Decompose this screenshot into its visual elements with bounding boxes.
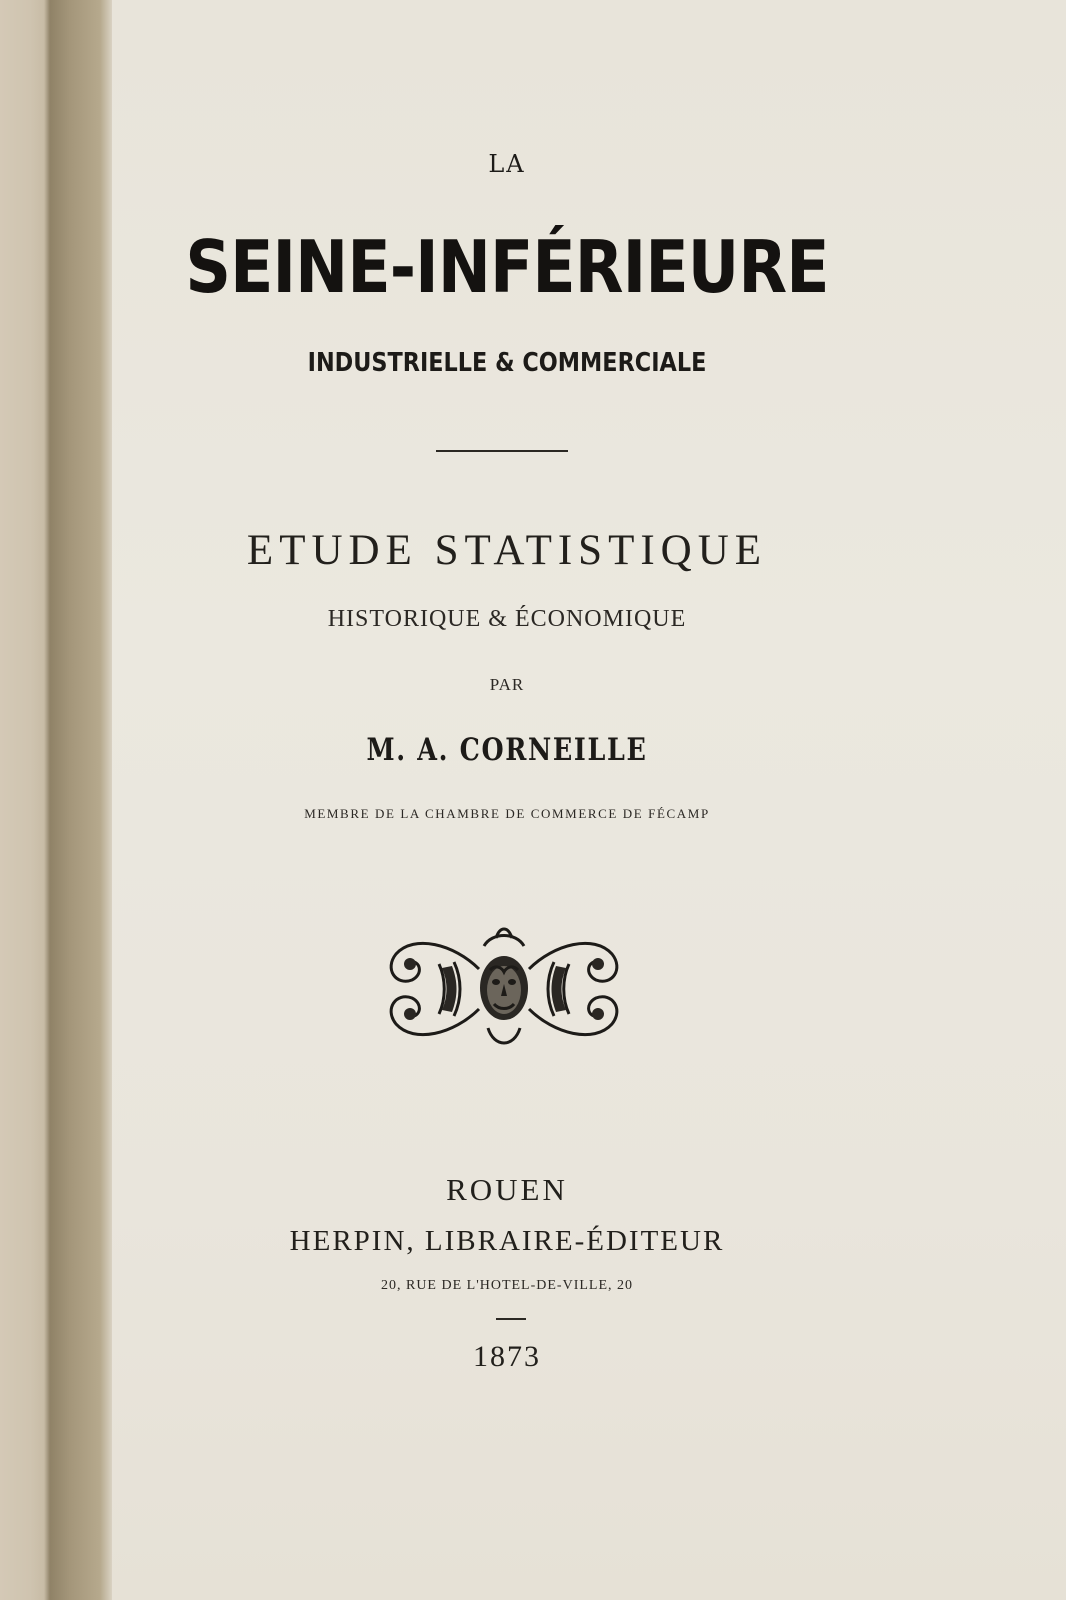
publication-year: 1873: [473, 1340, 541, 1373]
publication-city: ROUEN: [446, 1172, 568, 1207]
grotesque-mask-ornament-icon: [384, 924, 624, 1054]
divider-rule: [436, 450, 568, 452]
publisher-name: HERPIN, LIBRAIRE-ÉDITEUR: [289, 1225, 725, 1257]
author-name: M. A. CORNEILLE: [366, 732, 648, 768]
book-heading: ETUDE STATISTIQUE: [246, 527, 768, 574]
title-article: LA: [488, 150, 526, 178]
small-divider-rule: [496, 1318, 526, 1320]
author-role: MEMBRE DE LA CHAMBRE DE COMMERCE DE FÉCAMP: [304, 806, 710, 821]
book-title: SEINE-INFÉRIEURE: [185, 225, 829, 309]
publisher-address: 20, RUE DE L'HOTEL-DE-VILLE, 20: [380, 1278, 634, 1293]
book-subtitle: INDUSTRIELLE & COMMERCIALE: [307, 348, 707, 378]
book-subheading: HISTORIQUE & ÉCONOMIQUE: [327, 606, 687, 632]
by-line: PAR: [489, 675, 525, 694]
